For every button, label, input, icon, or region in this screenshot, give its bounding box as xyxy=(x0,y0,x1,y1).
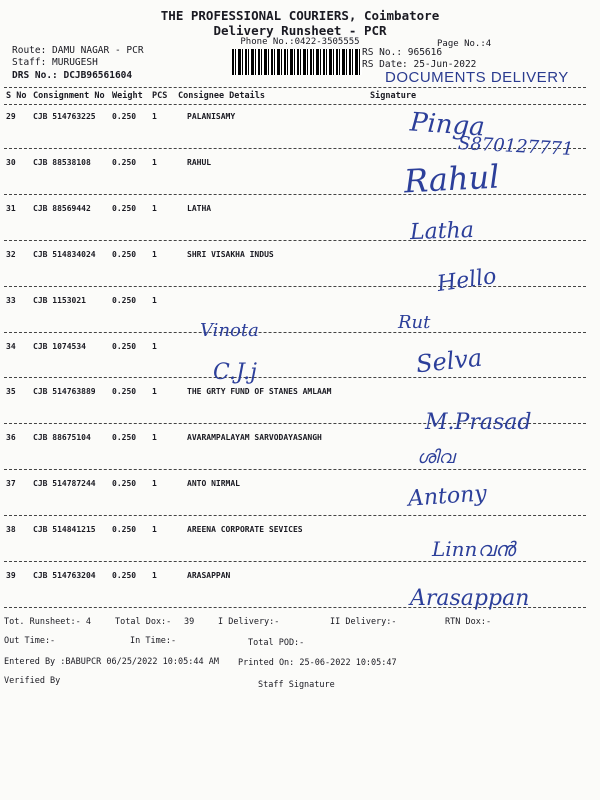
total-dox-value: 39 xyxy=(184,617,195,627)
row-weight: 0.250 xyxy=(112,571,137,580)
row-pcs: 1 xyxy=(152,203,157,213)
row-sno: 36 xyxy=(6,433,16,443)
staff-label: Staff: MURUGESH xyxy=(12,57,98,68)
row-divider xyxy=(4,332,586,333)
verified-by: Verified By xyxy=(4,676,61,686)
col-consignment: Consignment No xyxy=(33,91,105,101)
staff-signature: Staff Signature xyxy=(258,680,335,690)
row-divider xyxy=(4,561,586,562)
signature-32: Hello xyxy=(435,263,498,298)
barcode-image xyxy=(232,49,362,75)
row-divider xyxy=(4,469,586,470)
row-sno: 34 xyxy=(6,341,16,351)
row-sno: 33 xyxy=(6,295,16,305)
row-pcs: 1 xyxy=(152,112,157,121)
signature-31: Latha xyxy=(409,217,475,246)
row-consignee: AREENA CORPORATE SEVICES xyxy=(187,525,303,535)
signature-34: Selva xyxy=(414,343,484,379)
row-sno: 39 xyxy=(6,571,16,580)
row-consignee: PALANISAMY xyxy=(187,112,236,121)
row-sno: 31 xyxy=(6,203,16,213)
row-consignment: CJB 514841215 xyxy=(33,525,96,535)
runsheet-title: Delivery Runsheet - PCR xyxy=(213,23,387,38)
tot-runsheet: Tot. Runsheet:- 4 xyxy=(4,617,91,627)
row-pcs: 1 xyxy=(152,387,157,397)
row-weight: 0.250 xyxy=(112,479,137,489)
row-consignment: CJB 514763889 xyxy=(33,387,96,397)
signature-29-phone: S870127771 xyxy=(457,132,574,161)
row-consignee: SHRI VISAKHA INDUS xyxy=(187,249,274,259)
signature-38: Linnവൻ xyxy=(432,537,515,561)
header-divider xyxy=(4,87,586,88)
row-consignee: ANTO NIRMAL xyxy=(187,479,240,489)
row-weight: 0.250 xyxy=(112,433,137,443)
signature-33: Rut xyxy=(398,312,431,333)
row-consignment: CJB 88538108 xyxy=(33,157,91,167)
signature-36: ശിവ xyxy=(417,447,455,468)
row-consignee: THE GRTY FUND OF STANES AMLAAM xyxy=(187,387,332,397)
column-divider xyxy=(4,104,586,105)
col-consignee: Consignee Details xyxy=(178,91,265,101)
row-sno: 35 xyxy=(6,387,16,397)
page-number: Page No.:4 xyxy=(437,39,492,49)
row-consignment: CJB 88675104 xyxy=(33,433,91,443)
row-consignment: CJB 1074534 xyxy=(33,341,86,351)
row-divider xyxy=(4,515,586,516)
company-name: THE PROFESSIONAL COURIERS, Coimbatore xyxy=(160,8,440,23)
row-pcs: 1 xyxy=(152,295,157,305)
printed-on: Printed On: 25-06-2022 10:05:47 xyxy=(238,658,397,668)
row-pcs: 1 xyxy=(152,249,157,259)
row-sno: 29 xyxy=(6,112,16,121)
row-sno: 38 xyxy=(6,525,16,535)
row-weight: 0.250 xyxy=(112,203,137,213)
row-consignee: RAHUL xyxy=(187,157,212,167)
row-pcs: 1 xyxy=(152,571,157,580)
drs-number: DRS No.: DCJB96561604 xyxy=(12,70,133,81)
row-weight: 0.250 xyxy=(112,157,137,167)
row-consignee: LATHA xyxy=(187,203,212,213)
signature-39: Arasappan xyxy=(410,586,530,611)
row-weight: 0.250 xyxy=(112,295,137,305)
row-pcs: 1 xyxy=(152,433,157,443)
i-delivery: I Delivery:- xyxy=(218,617,280,627)
in-time: In Time:- xyxy=(130,636,177,646)
col-pcs: PCS xyxy=(152,91,168,101)
row-pcs: 1 xyxy=(152,525,157,535)
signature-34-name: C.J.j xyxy=(213,360,257,385)
row-consignee: AVARAMPALAYAM SARVODAYASANGH xyxy=(187,433,322,443)
row-consignment: CJB 514763225 xyxy=(33,112,96,121)
row-weight: 0.250 xyxy=(112,387,137,397)
signature-35: M.Prasad xyxy=(425,410,532,435)
row-sno: 37 xyxy=(6,479,16,489)
row-weight: 0.250 xyxy=(112,341,137,351)
row-weight: 0.250 xyxy=(112,249,137,259)
rs-date: RS Date: 25-Jun-2022 xyxy=(362,59,477,70)
total-pod: Total POD:- xyxy=(248,638,305,648)
total-dox-label: Total Dox:- xyxy=(115,617,172,627)
col-signature: Signature xyxy=(370,91,417,101)
documents-delivery-stamp: DOCUMENTS DELIVERY xyxy=(385,69,569,86)
col-weight: Weight xyxy=(112,91,143,101)
row-divider xyxy=(4,286,586,287)
row-pcs: 1 xyxy=(152,479,157,489)
entered-by: Entered By :BABUPCR 06/25/2022 10:05:44 AM xyxy=(4,657,219,667)
signature-30: Rahul xyxy=(403,157,501,201)
route-label: Route: DAMU NAGAR - PCR xyxy=(12,45,144,56)
row-divider xyxy=(4,240,586,241)
row-consignee: ARASAPPAN xyxy=(187,571,231,580)
row-sno: 32 xyxy=(6,249,16,259)
ii-delivery: II Delivery:- xyxy=(330,617,397,627)
row-consignment: CJB 1153021 xyxy=(33,295,86,305)
row-consignment: CJB 88569442 xyxy=(33,203,91,213)
signature-29: Pinga xyxy=(409,107,486,143)
row-pcs: 1 xyxy=(152,341,157,351)
row-weight: 0.250 xyxy=(112,525,137,535)
out-time: Out Time:- xyxy=(4,636,56,646)
rs-number: RS No.: 965616 xyxy=(362,47,443,58)
row-sno: 30 xyxy=(6,157,16,167)
row-pcs: 1 xyxy=(152,157,157,167)
row-weight: 0.250 xyxy=(112,112,137,121)
row-consignment: CJB 514763204 xyxy=(33,571,96,580)
row-divider xyxy=(4,377,586,378)
col-sno: S No xyxy=(6,91,27,101)
signature-33-name: Vinota xyxy=(200,320,259,341)
phone-number: Phone No.:0422-3505555 xyxy=(240,37,360,47)
signature-37: Antony xyxy=(407,481,488,512)
row-consignment: CJB 514834024 xyxy=(33,249,96,259)
rtn-dox: RTN Dox:- xyxy=(445,617,492,627)
row-consignment: CJB 514787244 xyxy=(33,479,96,489)
